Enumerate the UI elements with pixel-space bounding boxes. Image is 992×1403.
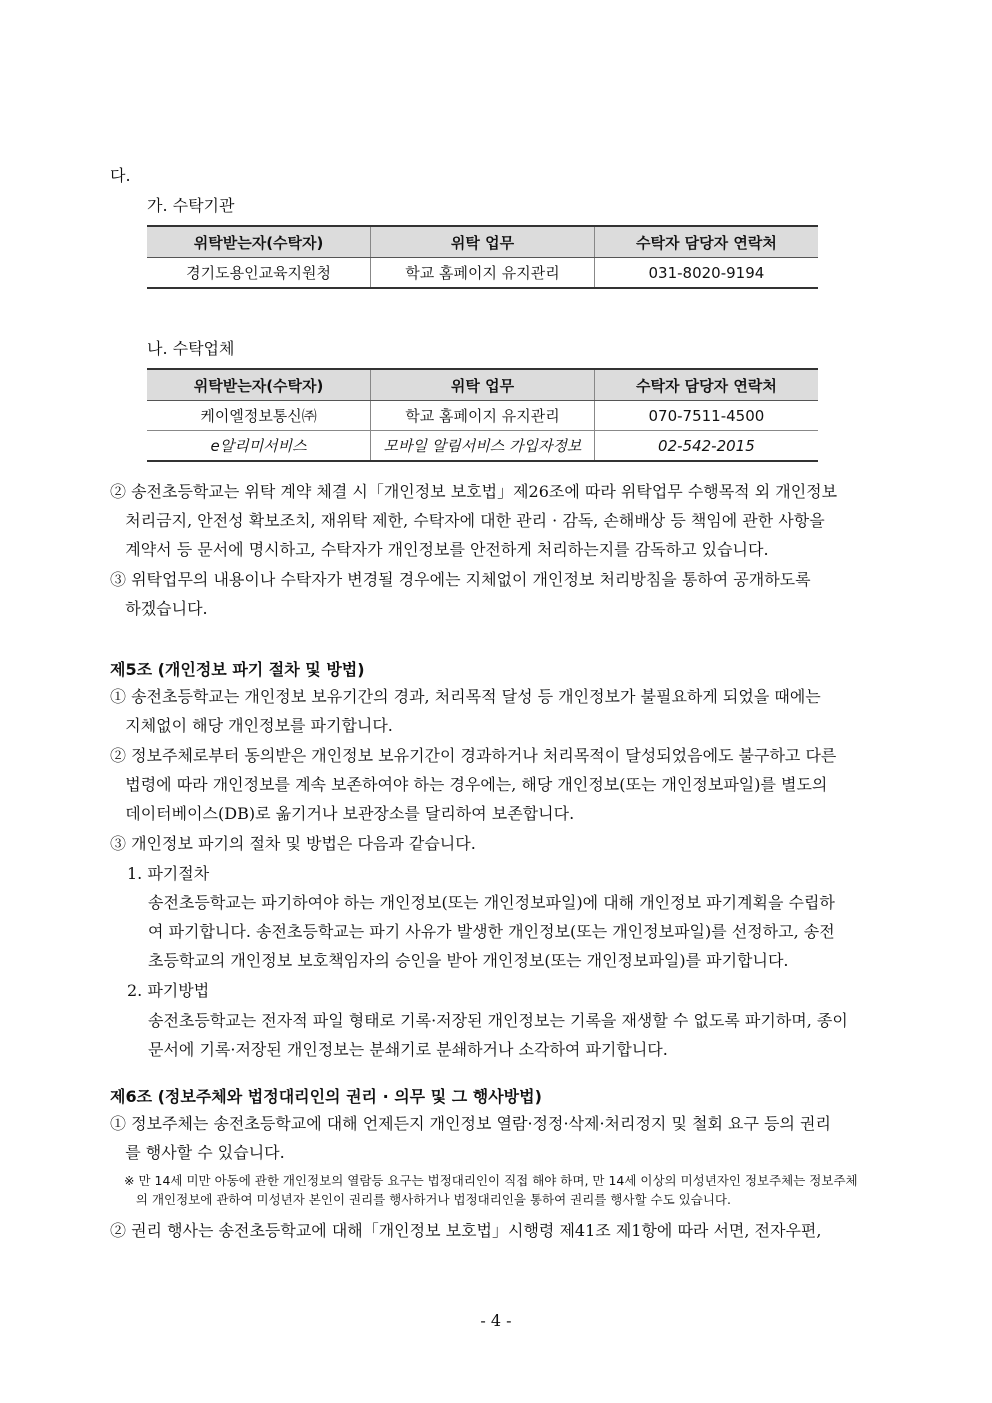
article-5-paragraph-2 — [110, 741, 900, 828]
table-cell: 학교 홈페이지 유지관리 — [371, 401, 595, 431]
paragraph-item-3 — [110, 565, 900, 623]
subsection-title-b: 나. 수탁업체 — [147, 339, 235, 358]
column-header: 위탁 업무 — [371, 226, 595, 258]
consignee-agency-table — [147, 225, 818, 289]
column-header: 위탁 업무 — [371, 369, 595, 401]
table-cell: 02-542-2015 — [594, 431, 818, 462]
table-cell: 경기도용인교육지원청 — [147, 258, 371, 289]
article-6-heading: 제6조 (정보주체와 법정대리인의 권리 · 의무 및 그 행사방법) — [110, 1087, 542, 1106]
destruction-method-body — [148, 1006, 900, 1064]
table-cell: 070-7511-4500 — [594, 401, 818, 431]
text-line: ③ 위탁업무의 내용이나 수탁자가 변경될 경우에는 지체없이 개인정보 처리방침을 통하여 공개하도록 — [110, 570, 811, 589]
destruction-method-title: 2. 파기방법 — [127, 981, 210, 1000]
text-line: ② 권리 행사는 송전초등학교에 대해「개인정보 보호법」시행령 제41조 제1항에 따라 서면, 전자우편, — [110, 1221, 822, 1240]
text-line: 송전초등학교는 파기하여야 하는 개인정보(또는 개인정보파일)에 대해 개인정보 파기계획을 수립하 — [148, 893, 835, 912]
article-6-paragraph-2 — [110, 1216, 900, 1245]
paragraph-item-2 — [110, 477, 900, 564]
text-line: 처리금지, 안전성 확보조치, 재위탁 제한, 수탁자에 대한 관리 · 감독, 손해배상 등 책임에 관한 사항을 — [110, 511, 825, 530]
section-marker: 다. — [110, 166, 131, 185]
text-line: 데이터베이스(DB)로 옮기거나 보관장소를 달리하여 보존합니다. — [110, 804, 575, 823]
page-number: - 4 - — [480, 1311, 512, 1330]
text-line: ① 송전초등학교는 개인정보 보유기간의 경과, 처리목적 달성 등 개인정보가 불필요하게 되었을 때에는 — [110, 687, 821, 706]
article-5-paragraph-3 — [110, 829, 900, 858]
article-6-note — [124, 1171, 904, 1209]
article-5-heading: 제5조 (개인정보 파기 절차 및 방법) — [110, 660, 365, 679]
column-header: 위탁받는자(수탁자) — [147, 226, 371, 258]
text-line: ③ 개인정보 파기의 절차 및 방법은 다음과 같습니다. — [110, 834, 476, 853]
article-5-paragraph-1 — [110, 682, 900, 740]
text-line: 여 파기합니다. 송전초등학교는 파기 사유가 발생한 개인정보(또는 개인정보파일)를 선정하고, 송전 — [148, 922, 835, 941]
text-line: ② 송전초등학교는 위탁 계약 체결 시「개인정보 보호법」제26조에 따라 위탁업무 수행목적 외 개인정보 — [110, 482, 838, 501]
destruction-procedure-title: 1. 파기절차 — [127, 864, 210, 883]
text-line: 하겠습니다. — [110, 599, 208, 618]
text-line: 송전초등학교는 전자적 파일 형태로 기록·저장된 개인정보는 기록을 재생할 수 없도록 파기하며, 종이 — [148, 1011, 848, 1030]
column-header: 위탁받는자(수탁자) — [147, 369, 371, 401]
table-cell: 모바일 알림서비스 가입자정보 — [371, 431, 595, 462]
text-line: 법령에 따라 개인정보를 계속 보존하여야 하는 경우에는, 해당 개인정보(또는 개인정보파일)를 별도의 — [110, 775, 828, 794]
table-header-row — [147, 369, 818, 401]
table-row — [147, 431, 818, 462]
text-line: ② 정보주체로부터 동의받은 개인정보 보유기간이 경과하거나 처리목적이 달성되었음에도 불구하고 다른 — [110, 746, 837, 765]
text-line: 초등학교의 개인정보 보호책임자의 승인을 받아 개인정보(또는 개인정보파일)를 파기합니다. — [148, 951, 789, 970]
table-cell: 케이엘정보통신㈜ — [147, 401, 371, 431]
table-row — [147, 401, 818, 431]
text-line: 계약서 등 문서에 명시하고, 수탁자가 개인정보를 안전하게 처리하는지를 감독하고 있습니다. — [110, 540, 769, 559]
text-line: 지체없이 해당 개인정보를 파기합니다. — [110, 716, 393, 735]
table-cell: e알리미서비스 — [147, 431, 371, 462]
destruction-procedure-body — [148, 888, 900, 975]
column-header: 수탁자 담당자 연락처 — [594, 369, 818, 401]
text-line: 의 개인정보에 관하여 미성년자 본인이 권리를 행사하거나 법정대리인을 통하여 권리를 행사할 수도 있습니다. — [124, 1192, 731, 1207]
text-line: 를 행사할 수 있습니다. — [110, 1143, 285, 1162]
consignee-company-table — [147, 368, 818, 462]
table-row — [147, 258, 818, 289]
table-header-row — [147, 226, 818, 258]
table-cell: 031-8020-9194 — [594, 258, 818, 289]
column-header: 수탁자 담당자 연락처 — [594, 226, 818, 258]
text-line: 문서에 기록·저장된 개인정보는 분쇄기로 분쇄하거나 소각하여 파기합니다. — [148, 1040, 668, 1059]
table-cell: 학교 홈페이지 유지관리 — [371, 258, 595, 289]
text-line: ※ 만 14세 미만 아동에 관한 개인정보의 열람등 요구는 법정대리인이 직접 해야 하며, 만 14세 이상의 미성년자인 정보주체는 정보주체 — [124, 1173, 858, 1188]
text-line: ① 정보주체는 송전초등학교에 대해 언제든지 개인정보 열람·정정·삭제·처리정지 및 철회 요구 등의 권리 — [110, 1114, 831, 1133]
subsection-title-a: 가. 수탁기관 — [147, 196, 235, 215]
article-6-paragraph-1 — [110, 1109, 900, 1167]
